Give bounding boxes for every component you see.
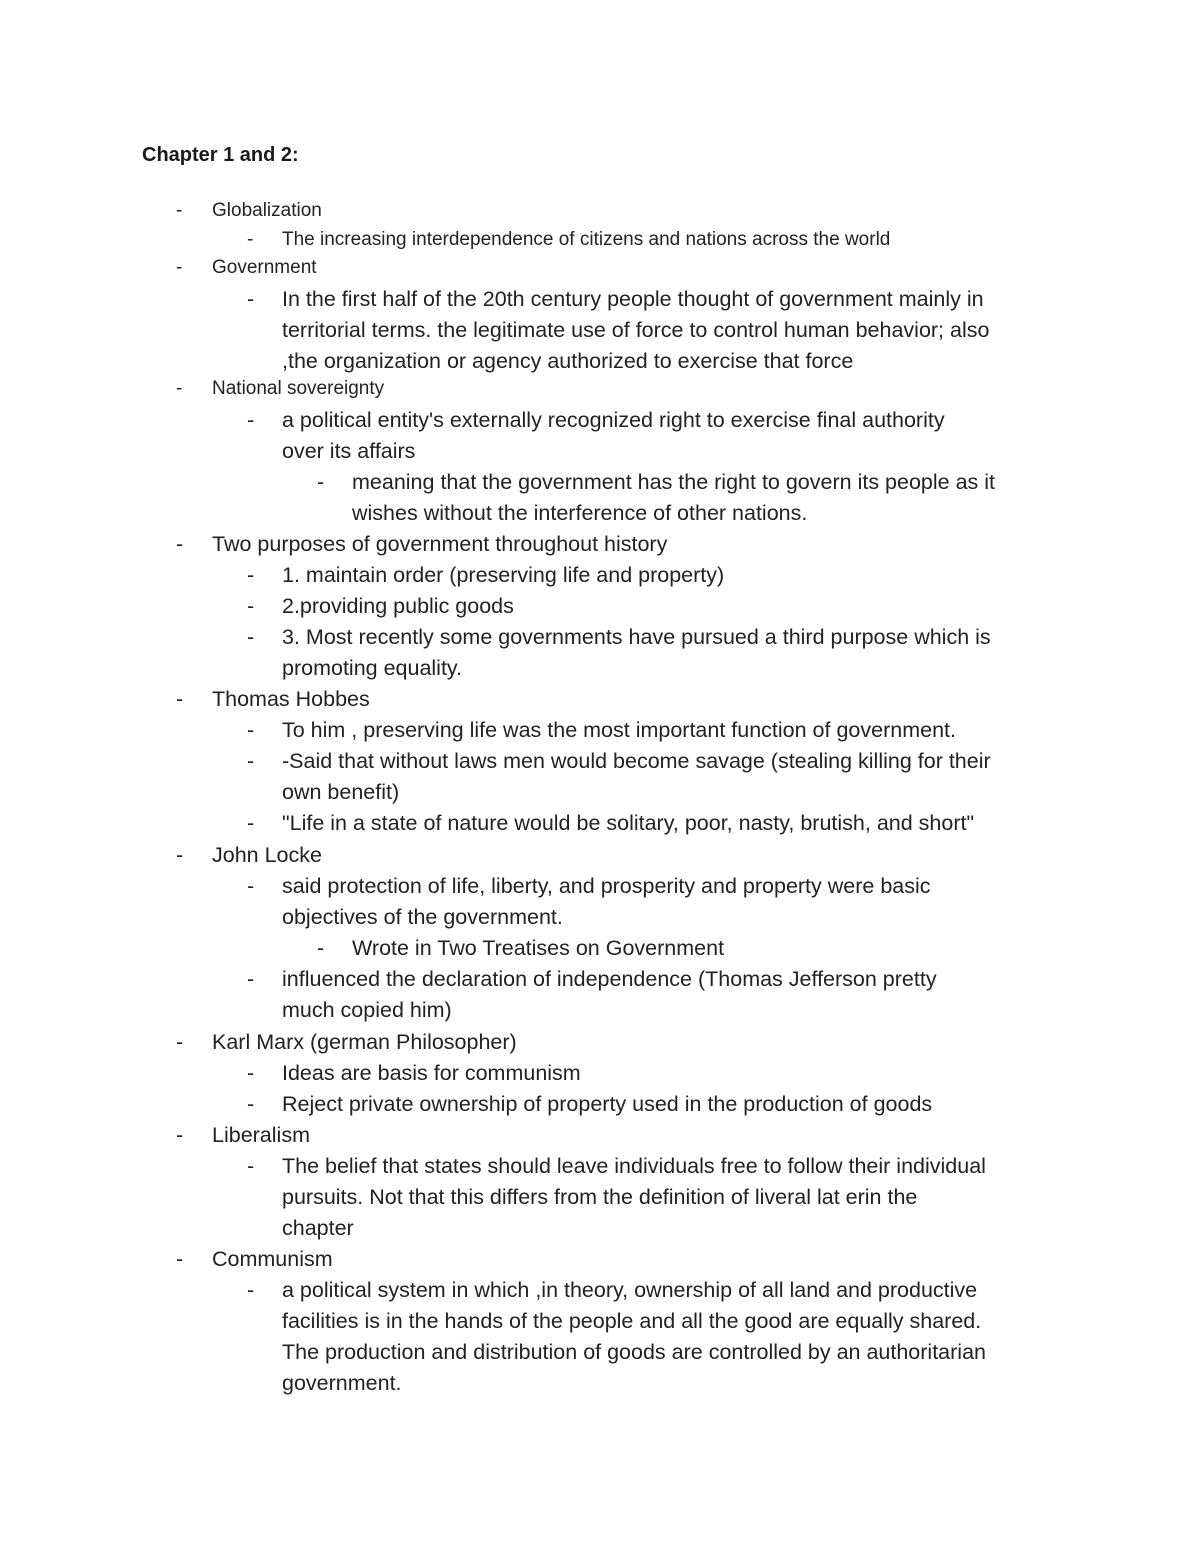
outline-item-level-2: much copied him) [282, 998, 452, 1022]
outline-item-level-2: said protection of life, liberty, and prosperity and property were basic [282, 874, 931, 898]
bullet-dash: - [176, 1030, 184, 1054]
outline-item-level-2: influenced the declaration of independence (Thomas Jefferson pretty [282, 967, 937, 991]
bullet-dash: - [317, 470, 325, 494]
bullet-dash: - [176, 532, 184, 556]
bullet-dash: - [247, 408, 255, 432]
bullet-dash: - [247, 625, 255, 649]
outline-item-level-2: ,the organization or agency authorized to exercise that force [282, 349, 854, 373]
outline-item-level-2: Reject private ownership of property used in the production of goods [282, 1092, 933, 1116]
outline-item-level-1: Communism [212, 1247, 333, 1271]
outline-item-level-1: Government [212, 257, 317, 278]
outline-item-level-2: -Said that without laws men would become savage (stealing killing for their [282, 749, 991, 773]
outline-item-level-2: To him , preserving life was the most important function of government. [282, 718, 956, 742]
bullet-dash: - [247, 1061, 255, 1085]
bullet-dash: - [176, 257, 183, 278]
outline-item-level-2: 2.providing public goods [282, 594, 514, 618]
outline-item-level-1: Thomas Hobbes [212, 687, 370, 711]
outline-item-level-2: a political entity's externally recognized right to exercise final authority [282, 408, 945, 432]
bullet-dash: - [247, 1154, 255, 1178]
bullet-dash: - [247, 229, 254, 250]
bullet-dash: - [247, 1092, 255, 1116]
outline-item-level-2: government. [282, 1371, 402, 1395]
bullet-dash: - [247, 594, 255, 618]
bullet-dash: - [176, 378, 183, 399]
outline-item-level-2: own benefit) [282, 780, 400, 804]
bullet-dash: - [247, 563, 255, 587]
outline-item-level-2: 3. Most recently some governments have pursued a third purpose which is [282, 625, 991, 649]
outline-item-level-3: meaning that the government has the right to govern its people as it [352, 470, 996, 494]
bullet-dash: - [176, 1123, 184, 1147]
bullet-dash: - [247, 718, 255, 742]
bullet-dash: - [247, 749, 255, 773]
outline-item-level-1: John Locke [212, 843, 322, 867]
bullet-dash: - [247, 874, 255, 898]
outline-item-level-1: Liberalism [212, 1123, 310, 1147]
outline-item-level-2: The belief that states should leave individuals free to follow their individual [282, 1154, 986, 1178]
bullet-dash: - [176, 843, 184, 867]
bullet-dash: - [247, 1278, 255, 1302]
bullet-dash: - [247, 811, 255, 835]
outline-item-level-2: In the first half of the 20th century people thought of government mainly in [282, 287, 984, 311]
outline-item-level-2: Ideas are basis for communism [282, 1061, 581, 1085]
outline-item-level-2: 1. maintain order (preserving life and property) [282, 563, 725, 587]
outline-item-level-1: National sovereignty [212, 378, 385, 399]
outline-item-level-2: pursuits. Not that this differs from the definition of liveral lat erin the [282, 1185, 918, 1209]
outline-item-level-1: Two purposes of government throughout history [212, 532, 668, 556]
outline-item-level-2: territorial terms. the legitimate use of force to control human behavior; also [282, 318, 990, 342]
outline-item-level-2: a political system in which ,in theory, ownership of all land and productive [282, 1278, 978, 1302]
outline-item-level-2: The production and distribution of goods are controlled by an authoritarian [282, 1340, 986, 1364]
outline-item-level-2: objectives of the government. [282, 905, 563, 929]
bullet-dash: - [317, 936, 325, 960]
page-title: Chapter 1 and 2: [142, 144, 299, 166]
outline-item-level-2: "Life in a state of nature would be solitary, poor, nasty, brutish, and short" [282, 811, 975, 835]
outline-item-level-1: Globalization [212, 200, 322, 221]
outline-item-level-2: chapter [282, 1216, 354, 1240]
outline-item-level-3: wishes without the interference of other nations. [352, 501, 808, 525]
bullet-dash: - [247, 287, 255, 311]
outline-item-level-2: facilities is in the hands of the people and all the good are equally shared. [282, 1309, 982, 1333]
outline-item-level-2: The increasing interdependence of citizens and nations across the world [282, 229, 891, 250]
bullet-dash: - [247, 967, 255, 991]
bullet-dash: - [176, 687, 184, 711]
outline-item-level-1: Karl Marx (german Philosopher) [212, 1030, 517, 1054]
outline-item-level-3: Wrote in Two Treatises on Government [352, 936, 725, 960]
outline-item-level-2: over its affairs [282, 439, 416, 463]
outline-item-level-2: promoting equality. [282, 656, 463, 680]
bullet-dash: - [176, 200, 183, 221]
bullet-dash: - [176, 1247, 184, 1271]
